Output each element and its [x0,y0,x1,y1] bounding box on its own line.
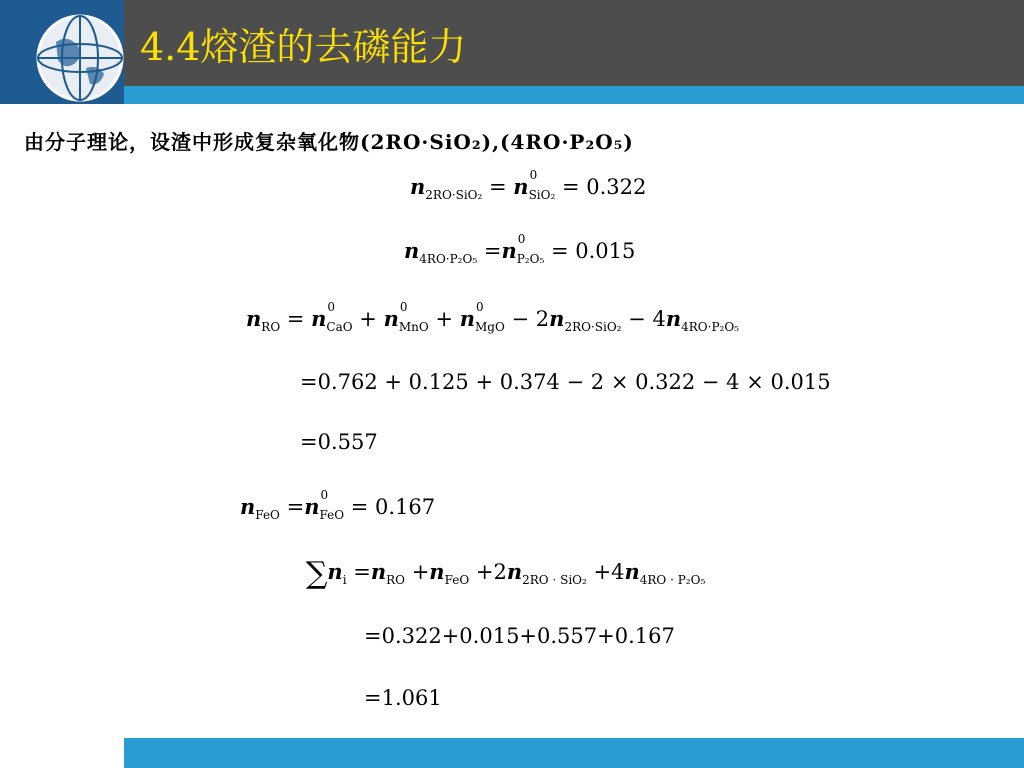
equation-1: $n_{2RO\cdot SiO_2} = n$ 0 $_{SiO_2}$ = 0.322 [410,168,647,202]
equation-3: $n_{RO} = n$ 0 $_{CaO}$ + n 0 $_{MnO}$ + n 0 $_{MgO} - 2n_{2RO\cdot SiO_2} - 4n_{4RO\cdot P_2O_5}$ [246,300,739,334]
equation-5: =0.557 [300,430,378,454]
logo-box [0,0,124,104]
slide-content [0,104,1024,738]
equation-2: $n_{4RO\cdot P_2O_5} =n$ 0 $_{P_2O_5}$ = 0.015 [404,232,636,266]
equation-9: =1.061 [364,686,442,710]
slide-title: 4.4熔渣的去磷能力 [140,25,467,69]
intro-text: 由分子理论，设渣中形成复杂氧化物(2RO·SiO₂),(4RO·P₂O₅) [24,130,634,154]
accent-strip [0,86,1024,104]
equation-6: $n_{FeO} =n$ 0 $_{FeO}$ = 0.167 [240,488,436,522]
bottom-bar [124,738,1024,768]
equation-4: =0.762 + 0.125 + 0.374 − 2 × 0.322 − 4 × 0.015 [300,370,831,394]
equation-7: $\sum n_i =n_{RO} +n_{FeO} +2n_{2RO \cdot SiO_2} +4n_{4RO \cdot P_2O_5}$ [306,556,706,591]
equation-8: =0.322+0.015+0.557+0.167 [364,624,675,648]
globe-icon [34,12,126,104]
